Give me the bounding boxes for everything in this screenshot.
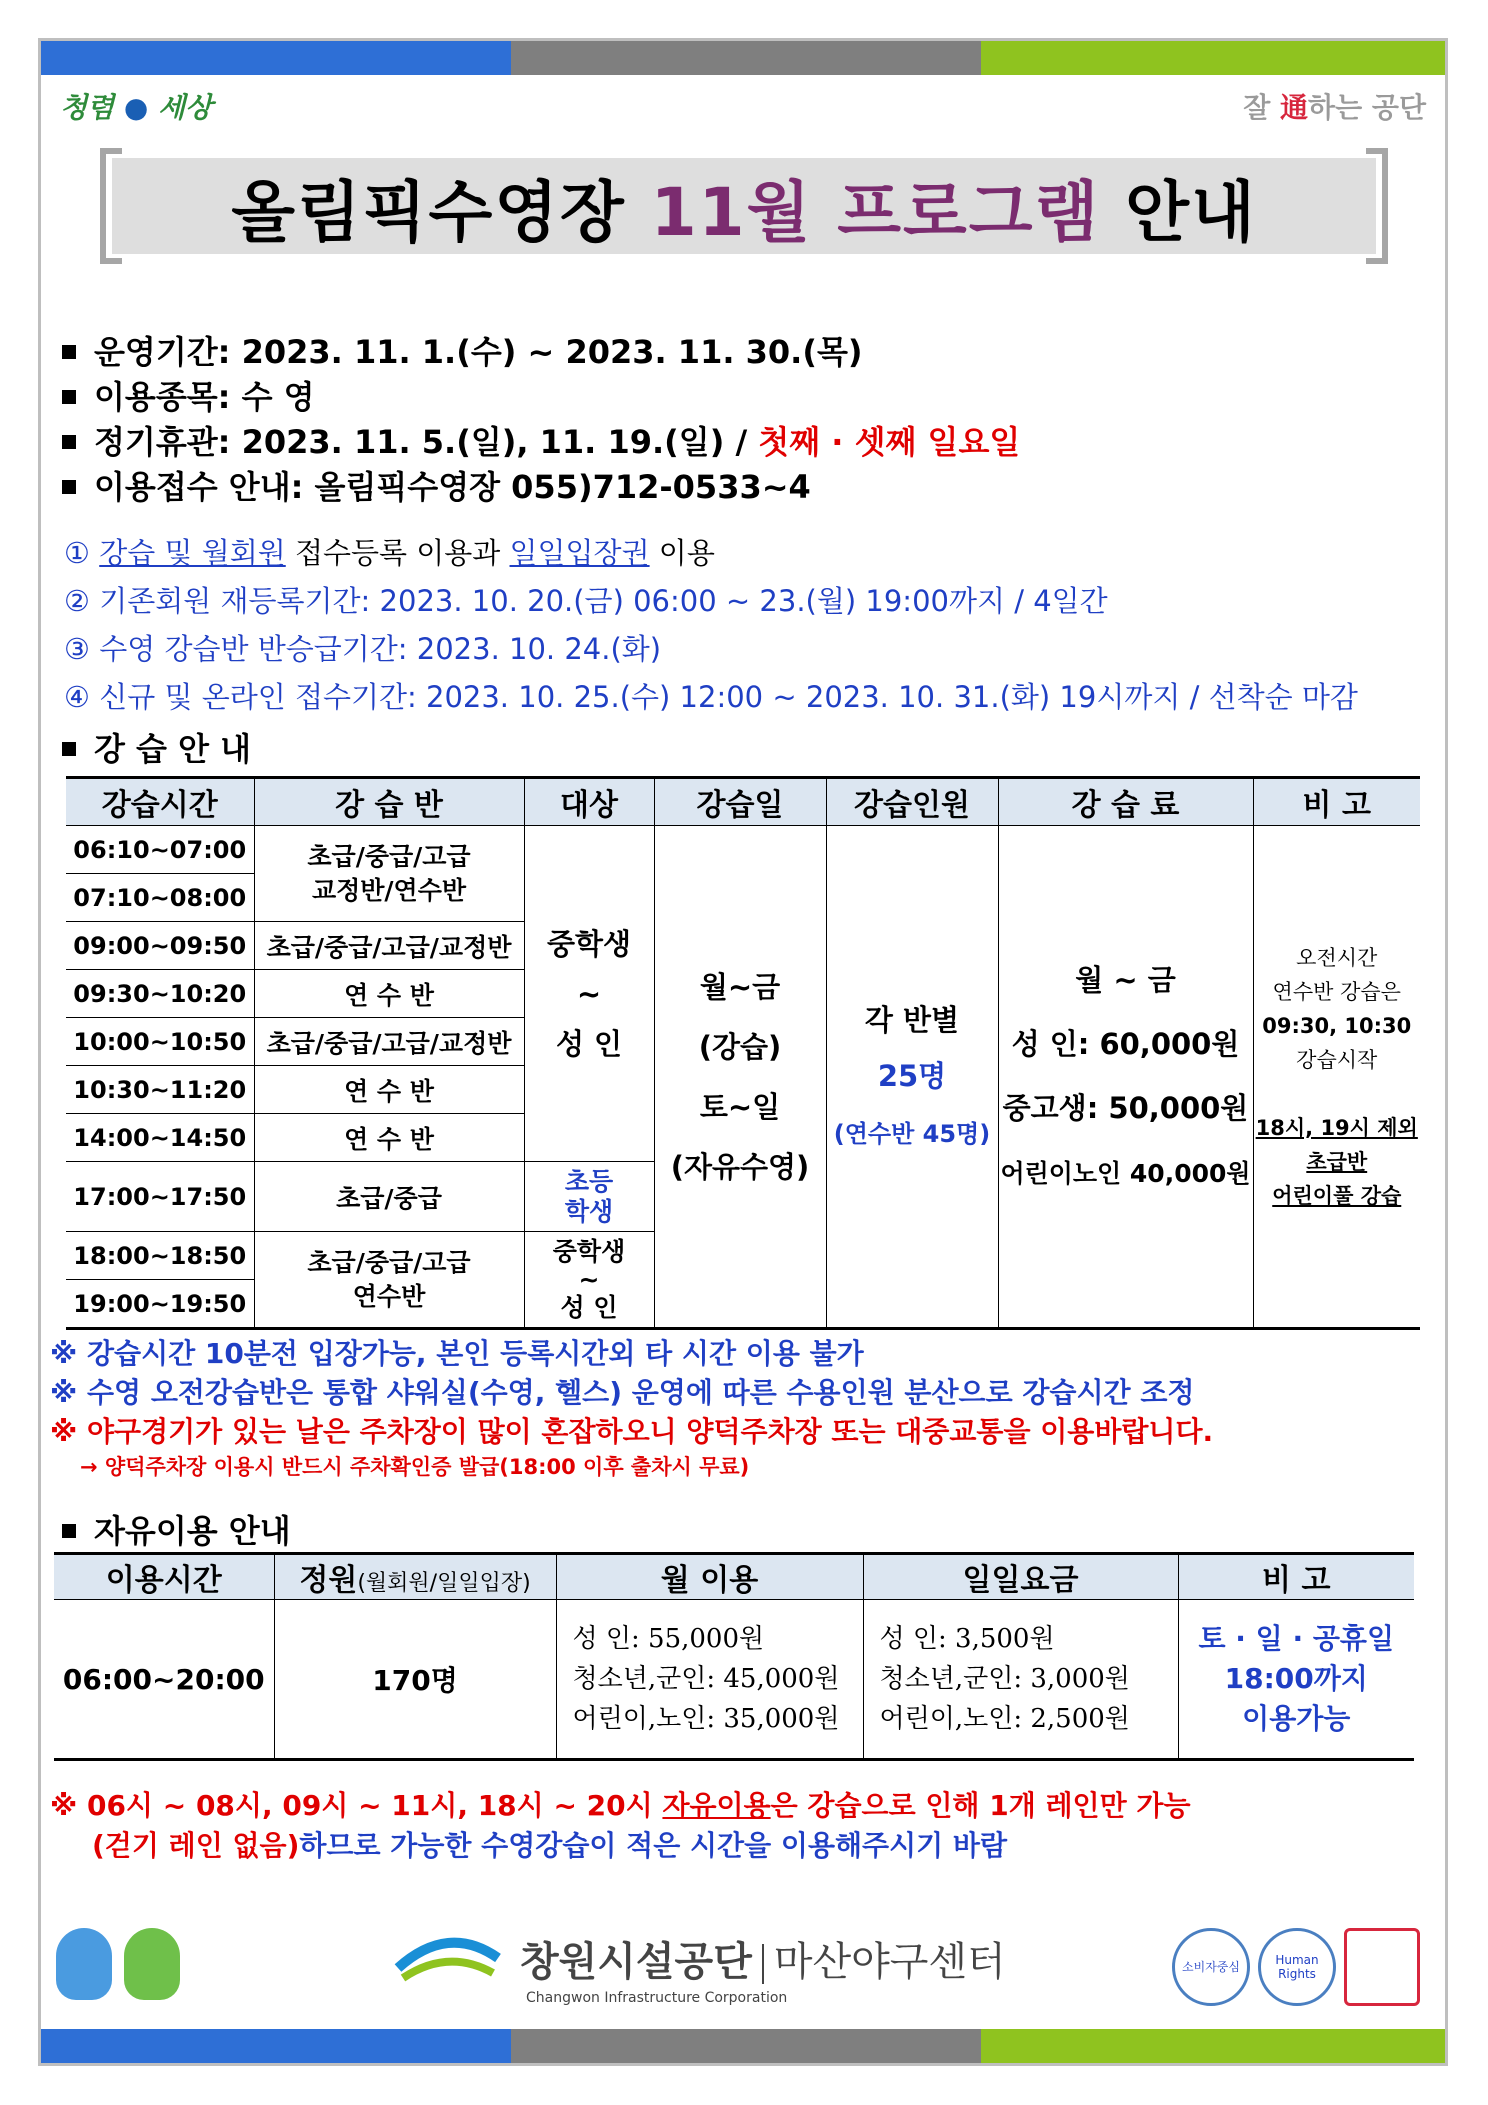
slogan-logo: 잘 通하는 공단 — [1243, 91, 1426, 124]
class-cell: 초급/중급/고급/교정반 — [254, 922, 524, 970]
note-1: ※ 강습시간 10분전 입장가능, 본인 등록시간외 타 시간 이용 불가 — [50, 1337, 864, 1370]
note-3: ※ 야구경기가 있는 날은 주차장이 많이 혼잡하오니 양덕주차장 또는 대중교통을 이용바랍니다. — [50, 1415, 1214, 1448]
class-cell: 초급/중급/고급 교정반/연수반 — [254, 826, 524, 922]
lesson-header: 강 습 료 — [998, 778, 1253, 826]
top-color-bar — [41, 41, 1445, 75]
free-header: 일일요금 — [863, 1554, 1178, 1600]
sub-item-2: ② 기존회원 재등록기간: 2023. 10. 20.(금) 06:00 ~ 23.(월) 19:00까지 / 4일간 — [64, 584, 1108, 618]
fee-cell: 월 ~ 금 성 인: 60,000원 중고생: 50,000원 어린이노인 40,000원 — [998, 826, 1253, 1329]
time-cell: 10:00~10:50 — [66, 1018, 254, 1066]
free-remark-cell: 토 · 일 · 공휴일 18:00까지 이용가능 — [1178, 1600, 1414, 1760]
time-cell: 06:10~07:00 — [66, 826, 254, 874]
class-cell: 연 수 반 — [254, 1114, 524, 1162]
class-cell: 연 수 반 — [254, 1066, 524, 1114]
time-cell: 17:00~17:50 — [66, 1162, 254, 1232]
human-rights-badge-icon: Human Rights — [1258, 1928, 1336, 2006]
free-header-row — [54, 1554, 1414, 1600]
sub-item-3: ③ 수영 강습반 반승급기간: 2023. 10. 24.(화) — [64, 632, 662, 666]
target-cell: 초등 학생 — [524, 1162, 654, 1232]
info-list — [62, 330, 1442, 510]
target-cell: 중학생 ~ 성 인 — [524, 1232, 654, 1329]
free-row — [54, 1600, 1414, 1760]
sub-item-1: ① 강습 및 월회원 접수등록 이용과 일일입장권 이용 — [64, 536, 715, 570]
class-cell: 연 수 반 — [254, 970, 524, 1018]
lesson-table — [66, 776, 1420, 1330]
free-capacity-cell: 170명 — [274, 1600, 556, 1760]
info-period: 운영기간: 2023. 11. 1.(수) ~ 2023. 11. 30.(목) — [62, 330, 1442, 375]
class-cell: 초급/중급/고급/교정반 — [254, 1018, 524, 1066]
bottom-note: ※ 06시 ~ 08시, 09시 ~ 11시, 18시 ~ 20시 자유이용은 강습으로 인해 1개 레인만 가능 (걷기 레인 없음)하므로 가능한 수영강습이 적은 시간을 이용해주시기 바람 — [50, 1789, 1191, 1862]
time-cell: 10:30~11:20 — [66, 1066, 254, 1114]
lesson-header: 강습시간 — [66, 778, 254, 826]
note-4: → 양덕주차장 이용시 반드시 주차확인증 발급(18:00 이후 출차시 무료) — [80, 1455, 750, 1479]
mascot-1-icon — [56, 1928, 112, 2000]
organization-english-name: Changwon Infrastructure Corporation — [526, 1990, 788, 2006]
time-cell: 18:00~18:50 — [66, 1232, 254, 1280]
free-daily-cell: 성 인: 3,500원 청소년,군인: 3,000원 어린이,노인: 2,500원 — [863, 1600, 1178, 1760]
time-cell: 14:00~14:50 — [66, 1114, 254, 1162]
people-cell: 각 반별 25명 (연수반 45명) — [826, 826, 998, 1329]
time-cell: 09:00~09:50 — [66, 922, 254, 970]
lesson-header: 강 습 반 — [254, 778, 524, 826]
lesson-header-row — [66, 778, 1420, 826]
free-time-cell: 06:00~20:00 — [54, 1600, 274, 1760]
time-cell: 19:00~19:50 — [66, 1280, 254, 1329]
lesson-header: 강습인원 — [826, 778, 998, 826]
notes — [50, 1334, 1450, 1483]
time-cell: 09:30~10:20 — [66, 970, 254, 1018]
class-cell: 초급/중급/고급 연수반 — [254, 1232, 524, 1329]
organization-name: 창원시설공단 마산야구센터 — [520, 1939, 1006, 1985]
info-type: 이용종목: 수 영 — [62, 375, 1442, 420]
class-cell: 초급/중급 — [254, 1162, 524, 1232]
note-2: ※ 수영 오전강습반은 통합 샤워실(수영, 헬스) 운영에 따른 수용인원 분산으로 강습시간 조정 — [50, 1376, 1195, 1409]
bottom-color-bar — [41, 2029, 1445, 2063]
info-contact: 이용접수 안내: 올림픽수영장 055)712-0533~4 — [62, 465, 1442, 510]
lesson-header: 비 고 — [1253, 778, 1420, 826]
free-header: 정원(월회원/일일입장) — [274, 1554, 556, 1600]
title-box — [100, 148, 1388, 264]
page-title: 올림픽수영장 11월 프로그램 안내 — [231, 173, 1257, 251]
consumer-cert-badge-icon: 소비자중심 — [1172, 1928, 1250, 2006]
integrity-logo: 청렴 ● 세상 — [60, 91, 213, 124]
free-header: 비 고 — [1178, 1554, 1414, 1600]
free-header: 이용시간 — [54, 1554, 274, 1600]
free-header: 월 이용 — [556, 1554, 863, 1600]
mascot-2-icon — [124, 1928, 180, 2000]
info-closed: 정기휴관: 2023. 11. 5.(일), 11. 19.(일) / 첫째 · 셋째 일요일 — [62, 420, 1442, 465]
days-cell: 월~금 (강습) 토~일 (자유수영) — [654, 826, 826, 1329]
management-award-badge-icon — [1344, 1928, 1420, 2006]
free-section-title: 자유이용 안내 — [62, 1506, 291, 1552]
time-cell: 07:10~08:00 — [66, 874, 254, 922]
target-cell: 중학생 ~ 성 인 — [524, 826, 654, 1162]
lesson-section-title: 강 습 안 내 — [62, 724, 251, 770]
remark-cell: 오전시간 연수반 강습은 09:30, 10:30 강습시작 18시, 19시 제외 초급반 어린이풀 강습 — [1253, 826, 1420, 1329]
free-monthly-cell: 성 인: 55,000원 청소년,군인: 45,000원 어린이,노인: 35,000원 — [556, 1600, 863, 1760]
lesson-header: 대상 — [524, 778, 654, 826]
lesson-header: 강습일 — [654, 778, 826, 826]
corporation-logo-icon — [388, 1928, 508, 2008]
free-table — [54, 1552, 1414, 1761]
sub-item-4: ④ 신규 및 온라인 접수기간: 2023. 10. 25.(수) 12:00 ~ 2023. 10. 31.(화) 19시까지 / 선착순 마감 — [64, 680, 1358, 714]
